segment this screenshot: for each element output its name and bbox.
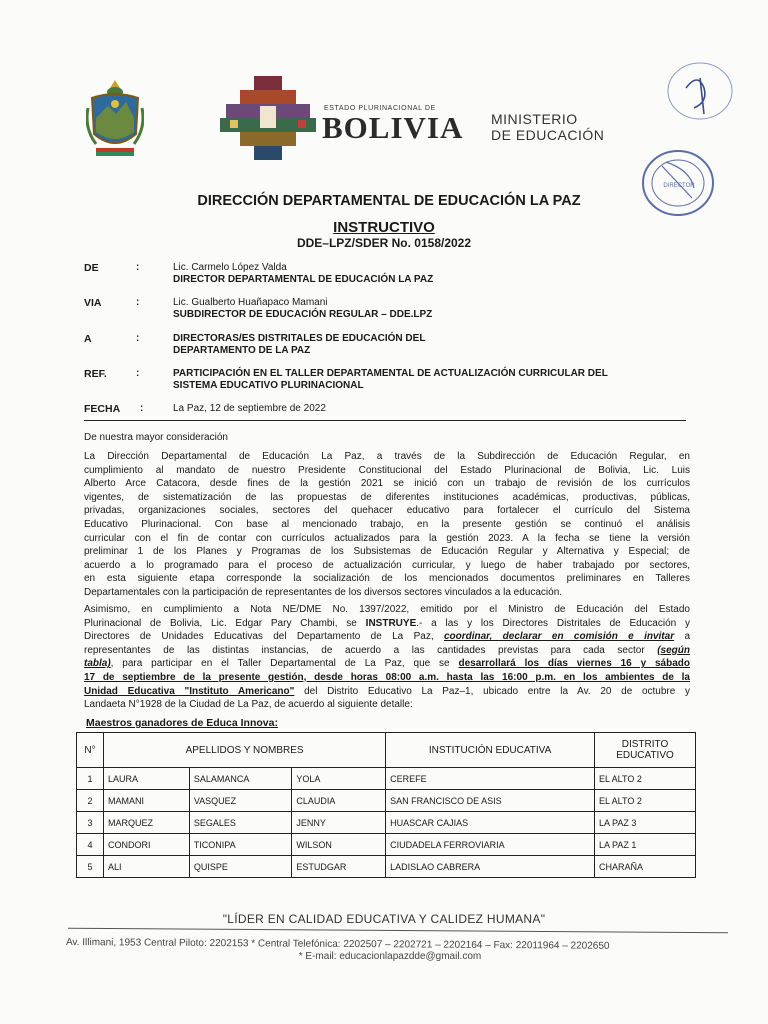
paragraph-line: en esta siguiente etapa corresponde la socialización de los mencionados documentos preliminares en Talleres [84, 573, 690, 585]
cell-number: 3 [77, 812, 104, 834]
cell-surname-1: ALI [104, 856, 190, 878]
paragraph-line: vigentes, de sistematización de las propuestas de diferentes instituciones académicas, productivas, públicas, [84, 491, 690, 503]
cell-number: 5 [77, 856, 104, 878]
cell-first-name: JENNY [292, 812, 386, 834]
paragraph-line: cumplimiento al mandato de nuestro Presidente Constitucional del Estado Plurinacional de Bolivia, Lic. Luis [84, 464, 690, 476]
cell-institution: SAN FRANCISCO DE ASIS [386, 790, 595, 812]
cell-first-name: CLAUDIA [292, 790, 386, 812]
ministry-label: MINISTERIO DE EDUCACIÓN [491, 111, 605, 143]
table-row [77, 834, 696, 856]
cell-district: EL ALTO 2 [595, 790, 696, 812]
footer-email: * E-mail: educacionlapazdde@gmail.com [298, 951, 482, 962]
seal-caption: DIRECTOR [663, 183, 695, 189]
recipient-line2: DEPARTAMENTO DE LA PAZ [173, 345, 311, 356]
document-number: DDE–LPZ/SDER No. 0158/2022 [296, 236, 472, 250]
sender-name: Lic. Carmelo López Valda [173, 262, 287, 273]
table-row [77, 856, 696, 878]
cell-number: 4 [77, 834, 104, 856]
greeting: De nuestra mayor consideración [84, 432, 228, 443]
footer-divider [68, 928, 728, 934]
bolivia-wordmark: BOLIVIA [322, 110, 464, 145]
paragraph-line: Educativo Plurinacional. Con base al mencionado trabajo, en la presente gestión se continuó el análisis [84, 518, 690, 530]
section-title: Maestros ganadores de Educa Innova: [86, 717, 278, 729]
paragraph-line: privadas, organizaciones sociales, sectores del quehacer educativo para fortalecer el currículo del Sistema [84, 505, 690, 517]
cell-surname-1: CONDORI [104, 834, 190, 856]
recipient-line1: DIRECTORAS/ES DISTRITALES DE EDUCACIÓN DEL [173, 333, 426, 344]
paragraph-1 [84, 450, 690, 600]
table-header-row [77, 733, 696, 768]
cell-surname-2: TICONIPA [189, 834, 292, 856]
paragraph-line: acuerdo a lo programado para el proceso de actualización curricular, y luego de haber trabajado por sectores, [84, 559, 690, 571]
cell-surname-2: SEGALES [189, 812, 292, 834]
footer-motto: "LÍDER EN CALIDAD EDUCATIVA Y CALIDEZ HUMANA" [222, 912, 546, 926]
cell-first-name: YOLA [292, 768, 386, 790]
reference-line1: PARTICIPACIÓN EN EL TALLER DEPARTAMENTAL DE ACTUALIZACIÓN CURRICULAR DEL [173, 368, 608, 379]
paragraph-line: La Dirección Departamental de Educación La Paz, a través de la Subdirección de Educación Regular, en [84, 451, 690, 462]
cell-first-name: ESTUDGAR [292, 856, 386, 878]
cell-surname-2: QUISPE [189, 856, 292, 878]
signature-mark-icon [664, 58, 736, 124]
cell-institution: HUASCAR CAJIAS [386, 812, 595, 834]
table-row [77, 790, 696, 812]
col-header-institution: INSTITUCIÓN EDUCATIVA [386, 733, 595, 768]
cell-institution: CIUDADELA FERROVIARIA [386, 834, 595, 856]
paragraph-line: Alberto Arce Catacora, desde fines de la gestión 2021 se inició con un trabajo de revisión de los currículos [84, 478, 690, 490]
footer-address: Av. Illimani, 1953 Central Piloto: 2202153 * Central Telefónica: 2202507 – 2202721 – 2202164 – Fax: 22011964 – 2202650 [65, 937, 610, 952]
col-header-number: N° [77, 733, 104, 768]
paragraph-line: curricular con el fin de contar con currículos actualizados para la gestión 2023. A la fecha se tiene la versión [84, 532, 690, 544]
cell-district: CHARAÑA [595, 856, 696, 878]
cell-surname-1: LAURA [104, 768, 190, 790]
cell-institution: LADISLAO CABRERA [386, 856, 595, 878]
cell-number: 1 [77, 768, 104, 790]
document-type-title: INSTRUCTIVO [333, 219, 435, 236]
cell-surname-2: VASQUEZ [189, 790, 292, 812]
via-role: SUBDIRECTOR DE EDUCACIÓN REGULAR – DDE.LPZ [173, 309, 433, 320]
paragraph-line: preliminar 1 de los Planes y Programas de los Subsistemas de Educación Regular y Alternativa y Especial; de [84, 546, 690, 558]
teachers-table [76, 732, 696, 878]
cell-institution: CEREFE [386, 768, 595, 790]
col-header-district: DISTRITO EDUCATIVO [595, 733, 696, 768]
state-label: ESTADO PLURINACIONAL DE [324, 105, 436, 112]
via-name: Lic. Gualberto Huañapaco Mamani [173, 297, 328, 308]
paragraph-line: Departamentales con la participación de representantes de los diversos sectores vinculados a la educación. [84, 586, 563, 598]
direction-heading: DIRECCIÓN DEPARTAMENTAL DE EDUCACIÓN LA PAZ [197, 193, 581, 209]
header-divider [84, 420, 686, 421]
bolivia-chakana-logo [220, 76, 316, 162]
cell-district: LA PAZ 3 [595, 812, 696, 834]
table-row [77, 812, 696, 834]
cell-first-name: WILSON [292, 834, 386, 856]
document-page: ESTADO PLURINACIONAL DE BOLIVIA MINISTERIO DE EDUCACIÓN DIRECTOR DIRECCIÓN DEPARTAMENTAL DE EDUCACIÓN LA PAZ INSTRUCTIVO DDE–LPZ/SDER No. 0158/2022 DE : Lic. Carmelo López Valda DIRECTOR DEPARTAMENTAL DE EDUCACIÓN LA PAZ VIA : Lic. Gualberto Huañapaco Mamani SUBDIRECTOR DE EDUCACIÓN REGULAR – DDE.LPZ A : DIRECTORAS/ES DISTRITALES DE EDUCACIÓN DEL DEPARTAMENTO DE LA PAZ REF. : PARTICIPACIÓN EN EL TALLER DEPARTAMENTAL DE ACTUALIZACIÓN CURRICULAR DEL SISTEMA EDUCATIVO PLURINACIONAL FECHA : La Paz, 12 de septiembre de 2022 De nuestra mayor consideración La Dirección Departamental de Educación La Paz, a través de la Subdirección de Educación Regular, en cumplimiento al mandato de nuestro Presidente Constitucional del Estado Plurinacional de Bolivia, Lic. Luis Alberto Arce Catacora, desde fines de la gestión 2021 se inició con un trabajo de revisión de los currículos vigentes, de sistematización de las propuestas de diferentes instituciones académicas, productivas, públicas, privadas, organizaciones sociales, sectores del quehacer educativo para fortalecer el currículo del Sistema Educativo Plurinacional. Con base al mencionado trabajo, en la presente gestión se continuó el análisis curricular con el fin de contar con currículos actualizados para la gestión 2023. A la fecha se tiene la versión preliminar 1 de los Planes y Programas de los Subsistemas de Educación Regular y Alternativa y Especial; de acuerdo a lo programado para el proceso de actualización curricular, y luego de haber trabajado por sectores, en esta siguiente etapa corresponde la socialización de los mencionados documentos preliminares en Talleres Departamentales con la participación de representantes de los diversos sectores vinculados a la educación. Asimismo, en cumplimiento a Nota NE/DME No. 1397/2022, emitido por el Ministro de Educación del Estado Plurinacional de Bolivia, Lic. Edgar Pary Chambi, se INSTRUYE.- a las y los Directores Distritales de Educación y Directores de Unidades Educativas del Departamento de La Paz, coordinar, declarar en comisión e invitar a representantes de las distintas instancias, de acuerdo a las cantidades previstas para cada sector (según tabla), para participar en el Taller Departamental de La Paz, que se desarrollará los días viernes 16 y sábado 17 de septiembre de la presente gestión, desde horas 08:00 a.m. hasta las 16:00 p.m. en los ambientes de la Unidad Educativa "Instituto Americano" del Distrito Educativo La Paz–1, ubicado entre la Av. 20 de octubre y Landaeta N°1928 de la Ciudad de La Paz, de acuerdo al siguiente detalle: Maestros ganadores de Educa Innova: N° APELLIDOS Y NOMBRES INSTITUCIÓN EDUCATIVA DISTRITO EDUCATIVO 1 LAURA SALAMANCA YOLA CEREFE EL ALTO 2 2 MAMANI VASQUEZ CLAUDIA SAN FRANCISCO DE ASIS EL ALTO 2 3 MARQUEZ SEGALES JENNY HUASCAR CAJIAS LA PAZ 3 4 CONDORI TICONIPA WILSON CIUDADELA FERROVIARIA LA PAZ 1 5 ALI QUISPE ESTUDGAR LADISLAO CABRERA CHARAÑA "LÍDER EN CALIDAD EDUCATIVA Y CALIDEZ HUMANA" Av. Illimani, 1953 Central Piloto: 2202153 * Central Telefónica: 2202507 – 2202721 – 2202164 – Fax: 22011964 – 2202650 * E-mail: educacionlapazdde@gmail.com [0, 0, 768, 1024]
sender-role: DIRECTOR DEPARTAMENTAL DE EDUCACIÓN LA PAZ [173, 274, 434, 285]
col-header-names: APELLIDOS Y NOMBRES [104, 733, 386, 768]
cell-surname-1: MARQUEZ [104, 812, 190, 834]
reference-line2: SISTEMA EDUCATIVO PLURINACIONAL [173, 380, 364, 391]
cell-surname-2: SALAMANCA [189, 768, 292, 790]
cell-district: EL ALTO 2 [595, 768, 696, 790]
cell-number: 2 [77, 790, 104, 812]
department-coat-of-arms-logo [86, 78, 144, 162]
table-row [77, 768, 696, 790]
paragraph-2: Asimismo, en cumplimiento a Nota NE/DME No. 1397/2022, emitido por el Ministro de Educación del Estado Plurinacional de Bolivia, Lic. Edgar Pary Chambi, se INSTRUYE.- a las y los Directores Distritales de Educación y Directores de Unidades Educativas del Departamento de La Paz, coordinar, declarar en comisión e invitar a representantes de las distintas instancias, de acuerdo a las cantidades previstas para cada sector (según tabla), para participar en el Taller Departamental de La Paz, que se desarrollará los días viernes 16 y sábado 17 de septiembre de la presente gestión, desde horas 08:00 a.m. hasta las 16:00 p.m. en los ambientes de la Unidad Educativa "Instituto Americano" del Distrito Educativo La Paz–1, ubicado entre la Av. 20 de octubre y Landaeta N°1928 de la Ciudad de La Paz, de acuerdo al siguiente detalle: [84, 604, 690, 711]
cell-district: LA PAZ 1 [595, 834, 696, 856]
cell-surname-1: MAMANI [104, 790, 190, 812]
date-value: La Paz, 12 de septiembre de 2022 [173, 403, 326, 414]
